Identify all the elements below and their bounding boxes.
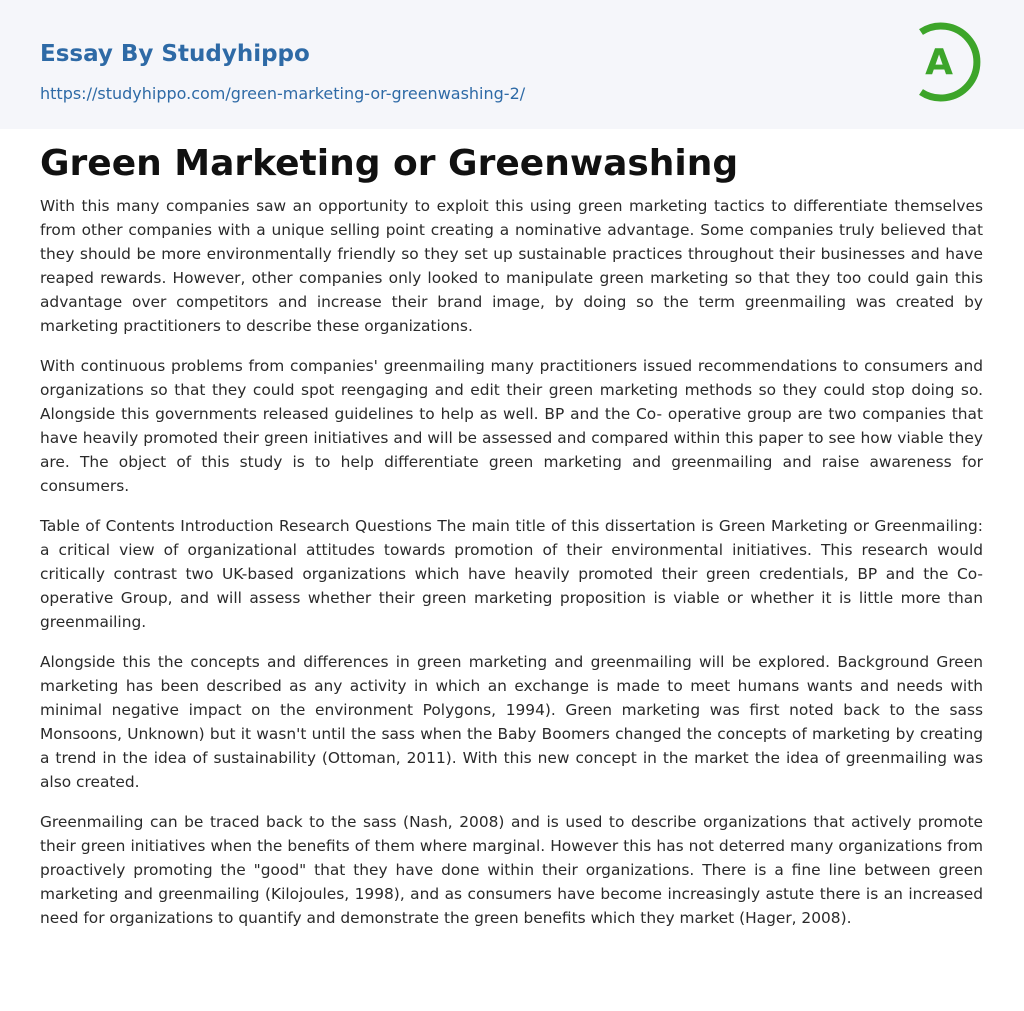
article-title: Green Marketing or Greenwashing [40, 143, 739, 184]
article-paragraph: With continuous problems from companies' greenmailing many practitioners issued recommendations to consumers and organizations so that they could spot reengaging and edit their green marketing methods so they could stop doing so. Alongside this governments released guidelines to help as well. BP and the Co- operative group are two companies that have heavily promoted their green initiatives and will be assessed and compared within this paper to see how viable they are. The object of this study is to help differentiate green marketing and greenmailing and raise awareness for consumers. [40, 357, 983, 495]
article-paragraph: Greenmailing can be traced back to the sass (Nash, 2008) and is used to describe organizations that actively promote their green initiatives when the benefits of them where marginal. However this has not deterred many organizations from proactively promoting the "good" that they have done within their organizations. There is a fine line between green marketing and greenmailing (Kilojoules, 1998), and as consumers have become increasingly astute there is an increased need for organizations to quantify and demonstrate the green benefits which they market (Hager, 2008). [40, 813, 983, 927]
article-body [40, 194, 983, 946]
logo-letter: A [925, 42, 953, 83]
article-paragraph: Alongside this the concepts and differences in green marketing and greenmailing will be explored. Background Green marketing has been described as any activity in which an exchange is made to meet humans wants and needs with minimal negative impact on the environment Polygons, 1994). Green marketing was first noted back to the sass Monsoons, Unknown) but it wasn't until the sass when the Baby Boomers changed the concepts of marketing by creating a trend in the idea of sustainability (Ottoman, 2011). With this new concept in the market the idea of greenmailing was also created. [40, 653, 983, 791]
studyhippo-logo-icon[interactable] [911, 18, 987, 106]
article-url-link[interactable]: https://studyhippo.com/green-marketing-or-greenwashing-2/ [40, 84, 526, 103]
article-paragraph: With this many companies saw an opportunity to exploit this using green marketing tactics to differentiate themselves from other companies with a unique selling point creating a nominative advantage. Some companies truly believed that they should be more environmentally friendly so they set up sustainable practices throughout their businesses and have reaped rewards. However, other companies only looked to manipulate green marketing so that they too could gain this advantage over competitors and increase their brand image, by doing so the term greenmailing was created by marketing practitioners to describe these organizations. [40, 197, 983, 335]
brand-title: Essay By Studyhippo [40, 41, 310, 67]
article-paragraph: Table of Contents Introduction Research Questions The main title of this dissertation is Green Marketing or Greenmailing: a critical view of organizational attitudes towards promotion of their environmental initiatives. This research would critically contrast two UK-based organizations which have heavily promoted their green credentials, BP and the Co-operative Group, and will assess whether their green marketing proposition is viable or whether it is little more than greenmailing. [40, 517, 983, 631]
site-header [0, 0, 1024, 129]
